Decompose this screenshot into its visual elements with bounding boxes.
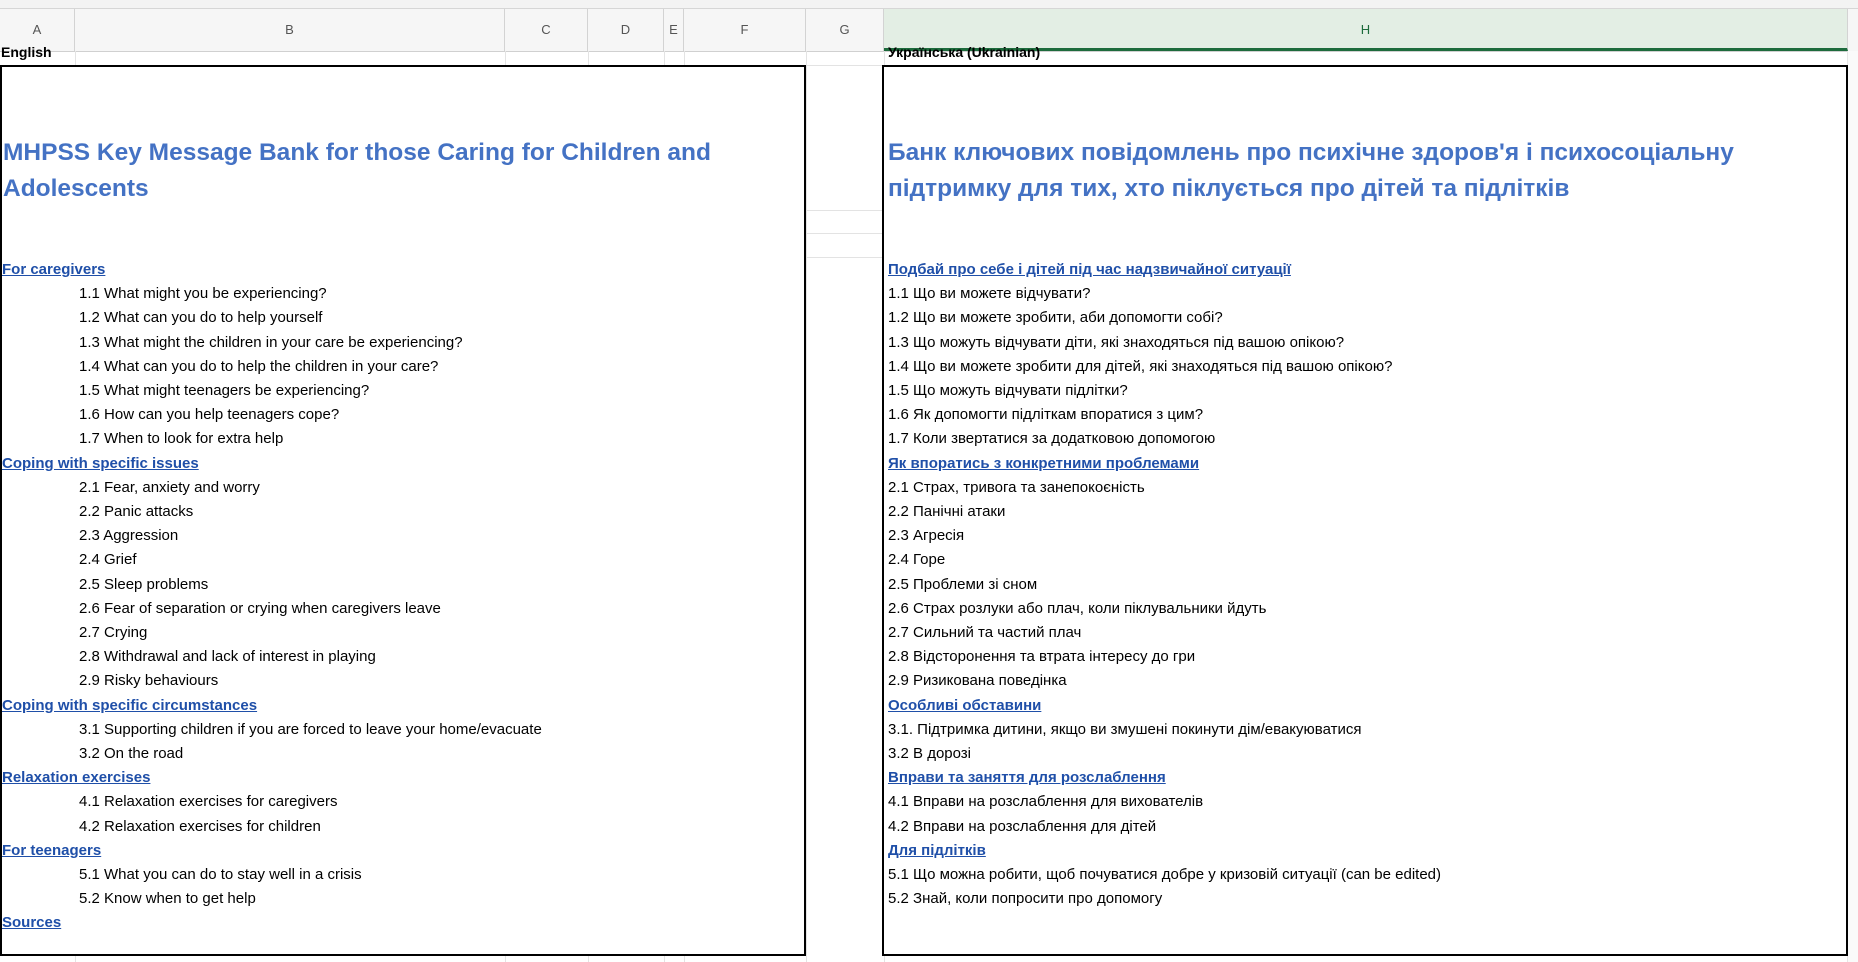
toolbar-edge — [0, 0, 1858, 9]
english-title-line1: MHPSS Key Message Bank for those Caring for Children and — [3, 139, 711, 166]
ukrainian-toc-item: 1.7 Коли звертатися за додатковою допомогою — [888, 430, 1216, 448]
ukrainian-toc-item: 3.2 В дорозі — [888, 745, 972, 762]
column-header-a[interactable]: A — [0, 9, 75, 51]
english-toc-item: 3.2 On the road — [79, 745, 184, 762]
ukrainian-toc-item: 2.4 Горе — [888, 551, 946, 569]
ukrainian-toc-item: 5.2 Знай, коли попросити про допомогу — [888, 890, 1163, 908]
english-toc-item: 5.1 What you can do to stay well in a crisis — [79, 866, 362, 883]
english-toc-item: 1.3 What might the children in your care be experiencing? — [79, 333, 463, 351]
ukrainian-toc-item: 1.2 Що ви можете зробити, аби допомогти собі? — [888, 309, 1223, 327]
ukrainian-toc-item: 1.4 Що ви можете зробити для дітей, які знаходяться під вашою опікою? — [888, 357, 1393, 375]
ukrainian-toc-item: 1.3 Що можуть відчувати діти, які знаходяться під вашою опікою? — [888, 333, 1345, 351]
ukrainian-section-link[interactable]: Для підлітків — [888, 841, 986, 859]
ukrainian-title — [888, 135, 1734, 207]
english-toc-item: 2.3 Aggression — [79, 527, 179, 545]
ukrainian-title-line1: Банк ключових повідомлень про психічне здоров'я і психосоціальну — [888, 139, 1734, 166]
english-toc-item: 2.1 Fear, anxiety and worry — [79, 478, 260, 496]
gridline — [806, 51, 807, 962]
column-header-f[interactable]: F — [684, 9, 806, 51]
ukrainian-toc-item: 3.1. Підтримка дитини, якщо ви змушені покинути дім/евакуюватися — [888, 720, 1362, 738]
english-toc-item: 1.4 What can you do to help the children in your care? — [79, 357, 439, 375]
ukrainian-toc-item: 2.2 Панічні атаки — [888, 503, 1006, 520]
ukrainian-toc-item: 4.2 Вправи на розслаблення для дітей — [888, 817, 1157, 835]
ukrainian-toc-item: 5.1 Що можна робити, щоб почуватися добре у кризовій ситуації (can be edited) — [888, 866, 1442, 883]
english-section-link[interactable]: Relaxation exercises — [2, 769, 151, 787]
english-toc-item: 3.1 Supporting children if you are forced to leave your home/evacuate — [79, 720, 542, 738]
english-toc-item: 4.1 Relaxation exercises for caregivers — [79, 793, 338, 811]
english-title-line2: Adolescents — [3, 175, 149, 202]
ukrainian-toc-item: 2.6 Страх розлуки або плач, коли піклувальники йдуть — [888, 599, 1267, 617]
column-header-c[interactable]: C — [505, 9, 588, 51]
english-toc-item: 2.6 Fear of separation or crying when caregivers leave — [79, 599, 441, 617]
english-toc-item: 1.7 When to look for extra help — [79, 430, 284, 448]
column-header-h[interactable]: H — [884, 9, 1848, 51]
ukrainian-toc-item: 2.1 Страх, тривога та занепокоєність — [888, 478, 1145, 496]
english-toc-item: 1.5 What might teenagers be experiencing? — [79, 382, 370, 399]
english-toc-item: 2.5 Sleep problems — [79, 575, 209, 593]
english-section-link[interactable]: For teenagers — [2, 841, 102, 859]
english-toc-item: 2.2 Panic attacks — [79, 503, 194, 520]
english-column-label: English — [1, 44, 52, 60]
ukrainian-section-link[interactable]: Як впоратись з конкретними проблемами — [888, 454, 1200, 472]
ukrainian-column-label: Українська (Ukrainian) — [888, 44, 1041, 60]
english-toc-item: 2.7 Crying — [79, 624, 148, 641]
ukrainian-toc-item: 4.1 Вправи на розслаблення для вихователів — [888, 793, 1204, 811]
ukrainian-toc-item: 2.7 Сильний та частий плач — [888, 624, 1082, 641]
column-header-d[interactable]: D — [588, 9, 664, 51]
ukrainian-section-link[interactable]: Вправи та заняття для розслаблення — [888, 769, 1166, 787]
english-section-link[interactable]: Coping with specific circumstances — [2, 696, 258, 714]
english-toc-item: 1.6 How can you help teenagers cope? — [79, 406, 340, 424]
english-toc-item: 4.2 Relaxation exercises for children — [79, 817, 321, 835]
ukrainian-toc-item: 1.6 Як допомогти підліткам впоратися з цим? — [888, 406, 1204, 424]
english-toc-item: 1.2 What can you do to help yourself — [79, 309, 323, 327]
column-header-g[interactable]: G — [806, 9, 884, 51]
ukrainian-toc-item: 2.3 Агресія — [888, 527, 965, 545]
ukrainian-section-link[interactable]: Подбай про себе і дітей під час надзвичайної ситуації — [888, 261, 1291, 278]
ukrainian-toc-item: 2.9 Ризикована поведінка — [888, 672, 1067, 690]
ukrainian-toc-item: 2.8 Відсторонення та втрата інтересу до гри — [888, 648, 1196, 666]
ukrainian-toc-item: 1.5 Що можуть відчувати підлітки? — [888, 382, 1128, 399]
english-toc-item: 1.1 What might you be experiencing? — [79, 285, 327, 303]
english-section-link[interactable]: For caregivers — [2, 261, 106, 278]
ukrainian-toc-item: 1.1 Що ви можете відчувати? — [888, 285, 1091, 303]
ukrainian-title-line2: підтримку для тих, хто піклується про дітей та підлітків — [888, 175, 1570, 202]
vertical-scrollbar[interactable] — [1847, 51, 1858, 962]
english-section-link[interactable]: Coping with specific issues — [2, 454, 199, 472]
english-toc-item: 2.8 Withdrawal and lack of interest in playing — [79, 648, 376, 666]
ukrainian-toc-item: 2.5 Проблеми зі сном — [888, 575, 1038, 593]
english-section-link[interactable]: Sources — [2, 914, 62, 932]
ukrainian-section-link[interactable]: Особливі обставини — [888, 696, 1042, 714]
english-title — [3, 135, 711, 207]
english-toc-item: 5.2 Know when to get help — [79, 890, 256, 908]
english-toc-item: 2.9 Risky behaviours — [79, 672, 219, 690]
column-header-e[interactable]: E — [664, 9, 684, 51]
english-toc-item: 2.4 Grief — [79, 551, 137, 569]
column-header-b[interactable]: B — [75, 9, 505, 51]
